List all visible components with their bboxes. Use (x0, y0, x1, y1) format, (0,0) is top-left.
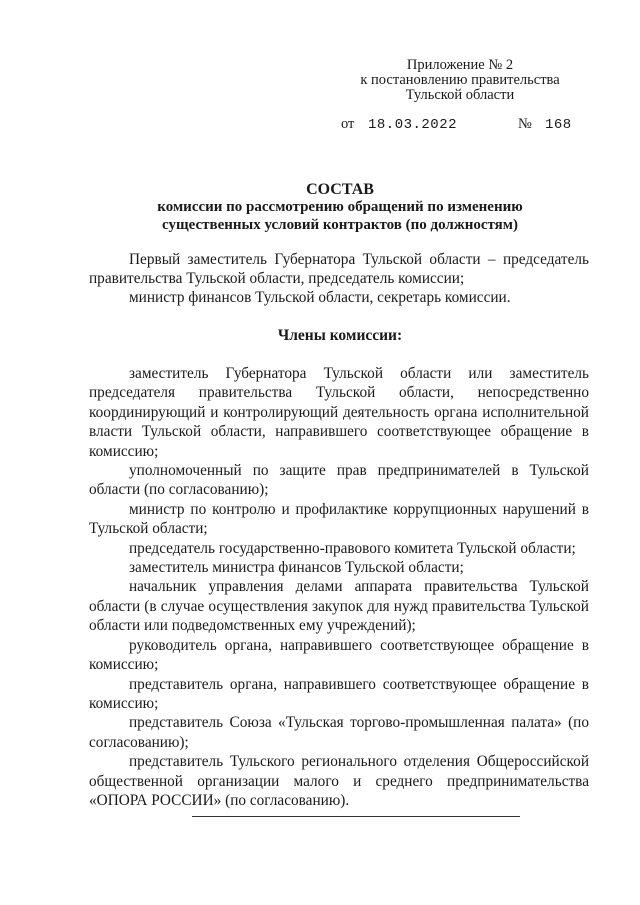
members-heading: Члены комиссии: (277, 327, 403, 344)
chairman-paragraph (89, 250, 589, 288)
member-text: представитель Союза «Тульская торгово-промышленная палата» (по согласованию); (89, 714, 589, 751)
list-item (89, 675, 589, 714)
member-text: уполномоченный по защите прав предпринимателей в Тульской области (по согласованию); (89, 462, 589, 499)
appendix-reference: к постановлению правительства (360, 72, 560, 88)
closing-divider (192, 816, 520, 817)
subtitle-line-2: существенных условий контрактов (по должностям) (161, 216, 518, 233)
appendix-number: Приложение № 2 (406, 57, 514, 73)
list-item (89, 713, 589, 752)
list-item (89, 500, 589, 539)
date-from-label: от (341, 116, 355, 132)
member-text: руководитель органа, направившего соответствующее обращение в комиссию; (89, 636, 589, 674)
document-subtitle (90, 199, 590, 234)
list-item (89, 577, 589, 635)
members-list (89, 364, 589, 810)
member-text: начальник управления делами аппарата правительства Тульской области (в случае осуществления закупок для нужд правительства Тульской области или подведомственных ему учреждений); (89, 578, 589, 635)
secretary-text: министр финансов Тульской области, секретарь комиссии. (129, 289, 511, 306)
member-text: заместитель министра финансов Тульской области; (129, 559, 464, 577)
list-item (89, 636, 589, 675)
secretary-paragraph (89, 288, 589, 307)
member-text: заместитель Губернатора Тульской области или заместитель председателя правительства Тульской области, непосредственно координирующий и контролирующий деятельность органа исполнительной власти Тульской области, направившего соответствующее обращение в комиссию; (89, 365, 589, 460)
chairman-text: Первый заместитель Губернатора Тульской области – председатель правительства Тульской области, председатель комиссии; (89, 251, 589, 288)
list-item (89, 364, 589, 461)
member-text: представитель органа, направившего соответствующее обращение в комиссию; (89, 675, 589, 712)
decree-number: 168 (545, 117, 572, 133)
member-text: председатель государственно-правового комитета Тульской области; (129, 539, 576, 557)
list-item (89, 461, 589, 500)
list-item (89, 558, 589, 577)
document-title: СОСТАВ (306, 181, 374, 198)
appendix-region: Тульской области (405, 87, 515, 103)
member-text: представитель Тульского регионального отделения Общероссийской общественной организации малого и среднего предпринимательства «ОПОРА РОССИИ» (по согласованию). (89, 753, 589, 809)
list-item (89, 539, 589, 558)
member-text: министр по контролю и профилактике коррупционных нарушений в Тульской области; (89, 500, 589, 538)
list-item (89, 752, 589, 810)
number-sign: № (518, 116, 532, 132)
subtitle-line-1: комиссии по рассмотрению обращений по изменению (157, 199, 523, 215)
appendix-header (340, 58, 580, 103)
decree-date: 18.03.2022 (368, 117, 458, 133)
